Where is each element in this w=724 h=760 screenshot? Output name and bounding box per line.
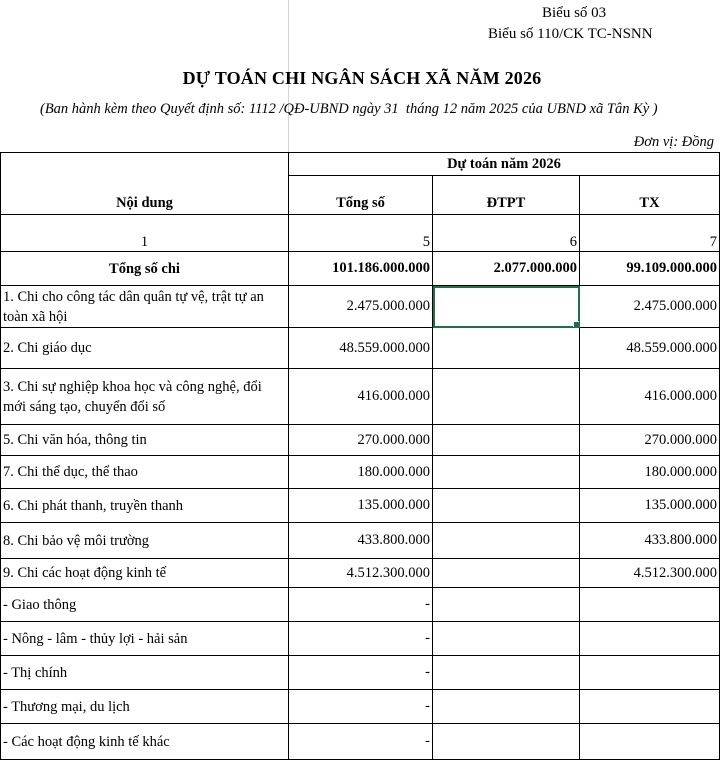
row-label[interactable]: 6. Chi phát thanh, truyền thanh bbox=[1, 489, 289, 523]
column-number-row bbox=[1, 215, 720, 252]
col-header-content[interactable]: Nội dung bbox=[1, 153, 289, 215]
table-row bbox=[1, 328, 720, 369]
total-dtpt[interactable]: 2.077.000.000 bbox=[433, 252, 580, 286]
cell-tx[interactable]: 135.000.000 bbox=[580, 489, 720, 523]
row-label[interactable]: 7. Chi thể dục, thể thao bbox=[1, 456, 289, 489]
table-row bbox=[1, 425, 720, 456]
col-header-tx[interactable]: TX bbox=[580, 176, 720, 215]
page-title: DỰ TOÁN CHI NGÂN SÁCH XÃ NĂM 2026 bbox=[182, 68, 542, 88]
total-tx[interactable]: 99.109.000.000 bbox=[580, 252, 720, 286]
table-row bbox=[1, 523, 720, 559]
cell-tx[interactable]: 2.475.000.000 bbox=[580, 286, 720, 328]
cell-dtpt[interactable] bbox=[433, 656, 580, 690]
col-number[interactable]: 1 bbox=[1, 215, 289, 252]
cell-dtpt[interactable] bbox=[433, 690, 580, 724]
cell-dtpt[interactable] bbox=[433, 456, 580, 489]
cell-dtpt[interactable] bbox=[433, 559, 580, 588]
cell-tong-so[interactable]: - bbox=[289, 622, 433, 656]
table-row bbox=[1, 690, 720, 724]
row-label[interactable]: - Các hoạt động kinh tế khác bbox=[1, 724, 289, 760]
cell-tong-so[interactable]: 2.475.000.000 bbox=[289, 286, 433, 328]
row-label[interactable]: 5. Chi văn hóa, thông tin bbox=[1, 425, 289, 456]
cell-tx[interactable]: 4.512.300.000 bbox=[580, 559, 720, 588]
cell-dtpt[interactable] bbox=[433, 489, 580, 523]
row-label[interactable]: - Nông - lâm - thủy lợi - hải sản bbox=[1, 622, 289, 656]
table-row bbox=[1, 369, 720, 425]
row-label[interactable]: 8. Chi bảo vệ môi trường bbox=[1, 523, 289, 559]
header-row-group bbox=[1, 153, 720, 176]
total-row bbox=[1, 252, 720, 286]
table-row bbox=[1, 656, 720, 690]
page-subtitle: (Ban hành kèm theo Quyết định số: 1112 /QĐ-UBND ngày 31 tháng 12 năm 2025 của UBND xã Tân Kỳ ) bbox=[40, 101, 658, 117]
form-code: Biểu số 110/CK TC-NSNN bbox=[488, 26, 653, 42]
cell-tong-so[interactable]: - bbox=[289, 690, 433, 724]
row-label[interactable]: - Giao thông bbox=[1, 588, 289, 622]
fill-handle[interactable] bbox=[573, 321, 580, 328]
row-label[interactable]: 2. Chi giáo dục bbox=[1, 328, 289, 369]
table-row bbox=[1, 622, 720, 656]
cell-dtpt[interactable] bbox=[433, 724, 580, 760]
table-row bbox=[1, 489, 720, 523]
cell-tx[interactable] bbox=[580, 588, 720, 622]
row-label[interactable]: - Thị chính bbox=[1, 656, 289, 690]
col-header-total[interactable]: Tổng số bbox=[289, 176, 433, 215]
cell-dtpt[interactable] bbox=[433, 369, 580, 425]
cell-tx[interactable]: 48.559.000.000 bbox=[580, 328, 720, 369]
table-row bbox=[1, 724, 720, 760]
cell-dtpt[interactable] bbox=[433, 328, 580, 369]
cell-tong-so[interactable]: 48.559.000.000 bbox=[289, 328, 433, 369]
cell-tong-so[interactable]: 416.000.000 bbox=[289, 369, 433, 425]
cell-tong-so[interactable]: 270.000.000 bbox=[289, 425, 433, 456]
row-label[interactable]: - Thương mại, du lịch bbox=[1, 690, 289, 724]
form-number: Biểu số 03 bbox=[542, 5, 607, 21]
cell-tong-so[interactable]: 180.000.000 bbox=[289, 456, 433, 489]
col-header-dtpt[interactable]: ĐTPT bbox=[433, 176, 580, 215]
cell-tx[interactable]: 416.000.000 bbox=[580, 369, 720, 425]
cell-tx[interactable] bbox=[580, 656, 720, 690]
cell-dtpt[interactable] bbox=[433, 622, 580, 656]
total-tong-so[interactable]: 101.186.000.000 bbox=[289, 252, 433, 286]
table-row bbox=[1, 286, 720, 328]
total-label[interactable]: Tổng số chi bbox=[1, 252, 289, 286]
group-header[interactable]: Dự toán năm 2026 bbox=[289, 153, 720, 176]
cell-tong-so[interactable]: 433.800.000 bbox=[289, 523, 433, 559]
col-number[interactable]: 7 bbox=[580, 215, 720, 252]
cell-tong-so[interactable]: 135.000.000 bbox=[289, 489, 433, 523]
budget-table bbox=[0, 152, 720, 760]
cell-dtpt[interactable] bbox=[433, 425, 580, 456]
cell-tong-so[interactable]: 4.512.300.000 bbox=[289, 559, 433, 588]
cell-dtpt[interactable] bbox=[433, 588, 580, 622]
table-row bbox=[1, 456, 720, 489]
row-label[interactable]: 3. Chi sự nghiệp khoa học và công nghệ, đổi mới sáng tạo, chuyển đổi số bbox=[1, 369, 289, 425]
cell-tong-so[interactable]: - bbox=[289, 656, 433, 690]
cell-tong-so[interactable]: - bbox=[289, 724, 433, 760]
cell-tx[interactable] bbox=[580, 724, 720, 760]
cell-tx[interactable]: 180.000.000 bbox=[580, 456, 720, 489]
table-row bbox=[1, 588, 720, 622]
row-label[interactable]: 1. Chi cho công tác dân quân tự vệ, trật tự an toàn xã hội bbox=[1, 286, 289, 328]
col-number[interactable]: 6 bbox=[433, 215, 580, 252]
selected-cell-dtpt[interactable] bbox=[433, 286, 580, 328]
row-label[interactable]: 9. Chi các hoạt động kinh tế bbox=[1, 559, 289, 588]
cell-tx[interactable] bbox=[580, 690, 720, 724]
cell-dtpt[interactable] bbox=[433, 523, 580, 559]
cell-tx[interactable] bbox=[580, 622, 720, 656]
cell-tx[interactable]: 270.000.000 bbox=[580, 425, 720, 456]
table-row bbox=[1, 559, 720, 588]
cell-tx[interactable]: 433.800.000 bbox=[580, 523, 720, 559]
unit-label: Đơn vị: Đồng bbox=[633, 134, 714, 150]
col-number[interactable]: 5 bbox=[289, 215, 433, 252]
cell-tong-so[interactable]: - bbox=[289, 588, 433, 622]
